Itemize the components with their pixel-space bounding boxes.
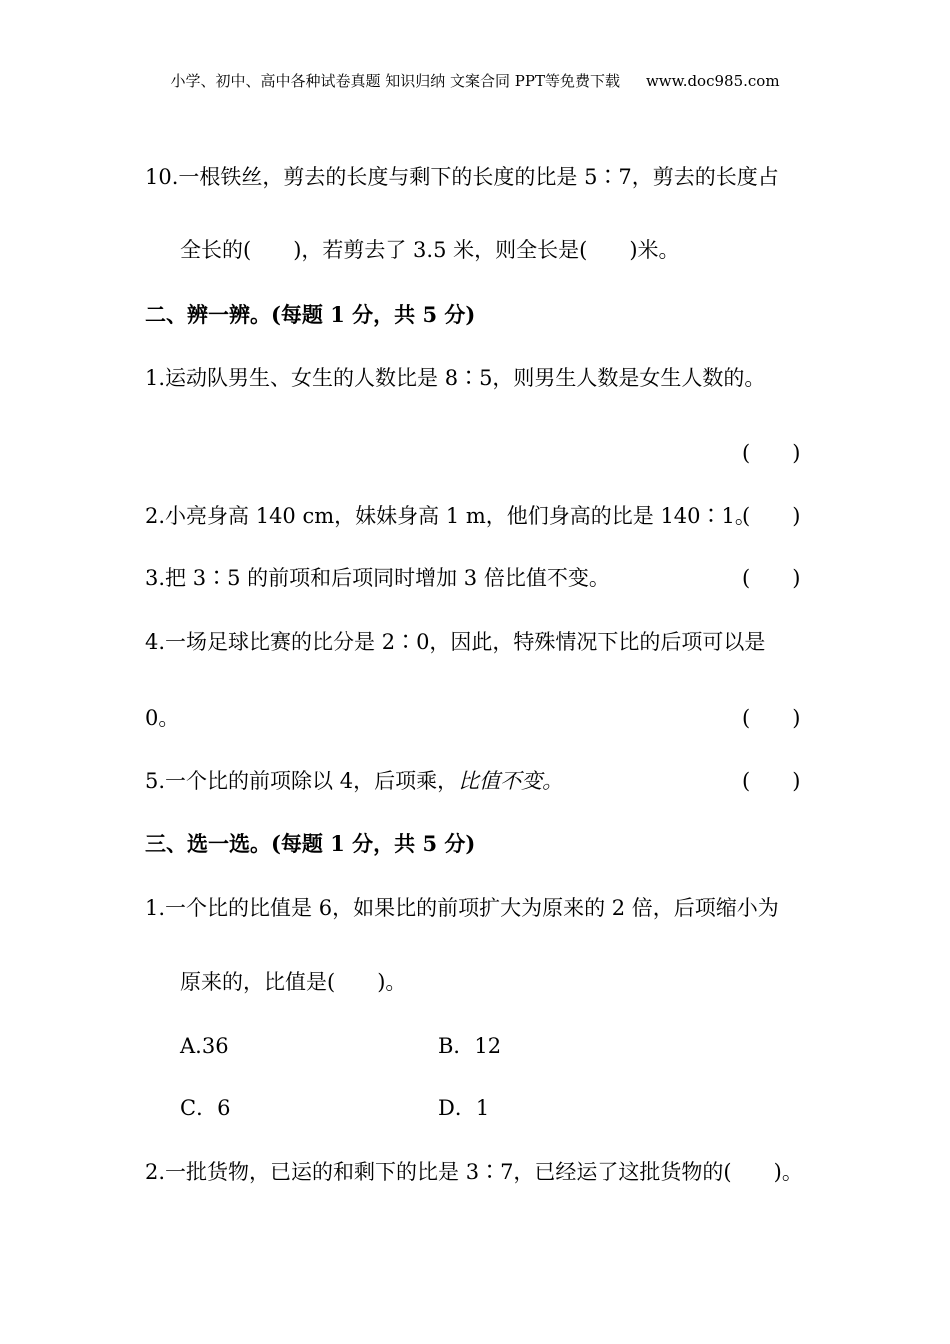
fill-q10-line1: 10.一根铁丝，剪去的长度与剩下的长度的比是 5∶7，剪去的长度占: [145, 165, 779, 189]
judge-q2: 2.小亮身高 140 cm，妹妹身高 1 m，他们身高的比是 140∶1。: [145, 504, 756, 528]
judge-q4-line1: 4.一场足球比赛的比分是 2∶0，因此，特殊情况下比的后项可以是: [145, 630, 766, 654]
choice-q1-option-c: C．6: [180, 1096, 231, 1120]
choice-q1-option-a: A.36: [180, 1034, 229, 1058]
judge-q1: 1.运动队男生、女生的人数比是 8∶5，则男生人数是女生人数的。: [145, 366, 766, 390]
choice-q1-line1: 1.一个比的比值是 6，如果比的前项扩大为原来的 2 倍，后项缩小为: [145, 896, 779, 920]
judge-q5: [145, 766, 563, 796]
page-header: [0, 66, 950, 96]
choice-q1-option-d: D．1: [438, 1096, 490, 1120]
judge-q5-plain: 5.一个比的前项除以 4，后项乘，: [145, 769, 459, 793]
judge-q5-answer: ( ): [742, 769, 801, 793]
choice-q2: 2.一批货物，已运的和剩下的比是 3∶7，已经运了这批货物的( )。: [145, 1160, 803, 1184]
fill-q10-line2: 全长的( )，若剪去了 3.5 米，则全长是( )米。: [180, 238, 680, 262]
judge-q4-line2: 0。: [145, 706, 180, 730]
choice-section-title: 三、选一选。(每题 1 分，共 5 分): [145, 831, 476, 856]
header-text: 小学、初中、高中各种试卷真题 知识归纳 文案合同 PPT等免费下载: [170, 72, 620, 90]
judge-q3-answer: ( ): [742, 566, 801, 590]
choice-q1-option-b: B．12: [438, 1034, 502, 1058]
header-url: www.doc985.com: [645, 72, 780, 90]
judge-q1-answer: ( ): [742, 441, 801, 465]
judge-q3: 3.把 3∶5 的前项和后项同时增加 3 倍比值不变。: [145, 566, 610, 590]
judge-section-title: 二、辨一辨。(每题 1 分，共 5 分): [145, 302, 476, 327]
choice-q1-line2: 原来的，比值是( )。: [180, 970, 407, 994]
judge-q4-answer: ( ): [742, 706, 801, 730]
judge-q5-italic: 比值不变。: [458, 769, 564, 793]
judge-q2-answer: ( ): [742, 504, 801, 528]
